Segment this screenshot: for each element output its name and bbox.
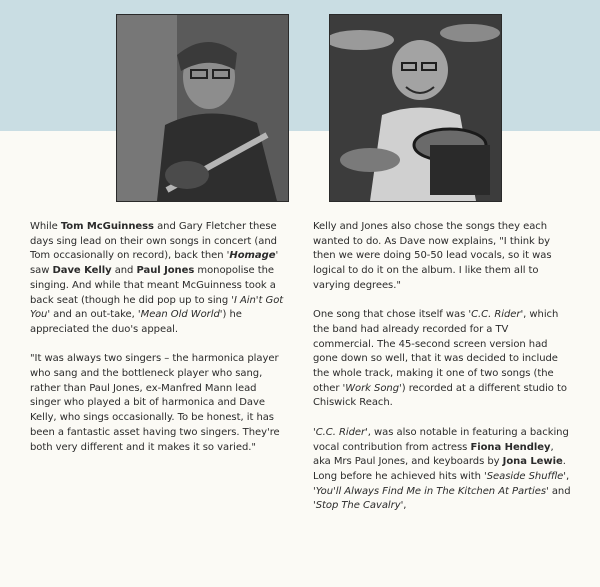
song-stop-the-cavalry: Stop The Cavalry: [315, 500, 401, 512]
drummer-photo: [329, 14, 502, 202]
song-cc-rider: C.C. Rider: [471, 309, 521, 321]
name-paul-jones: Paul Jones: [136, 265, 195, 277]
header-band: [0, 0, 600, 131]
title-homage: Homage: [229, 250, 276, 262]
song-kitchen-at-parties: You'll Always Find Me in The Kitchen At Parties: [315, 485, 546, 497]
right-paragraph-1: Kelly and Jones also chose the songs they each wanted to do. As Dave now explains, "I think by then we were doing 50-50 lead vocals, so it was logical to do it on the album. I like them all to varying degrees.": [313, 221, 552, 291]
song-mean-old-world: Mean Old World: [140, 309, 220, 321]
tom-mcguinness-photo: [116, 14, 289, 202]
right-paragraph-2: One song that chose itself was 'C.C. Rider', which the band had already recorded for a TV commercial. The 45-second screen version had gone down so well, that it was decided to include the whole track, making it one of two songs (the other 'Work Song') recorded at a different studio to Chiswick Reach.: [313, 309, 567, 409]
song-i-aint-got-you: I Ain't Got You: [30, 294, 284, 321]
song-work-song: Work Song: [345, 382, 400, 394]
name-fiona-hendley: Fiona Hendley: [470, 441, 551, 453]
song-cc-rider-2: C.C. Rider: [315, 426, 366, 438]
right-text-column: [313, 220, 571, 529]
left-paragraph-2: "It was always two singers – the harmonica player who sang and the bottleneck player who sang, rather than Paul Jones, ex-Manfred Mann lead singer who played a bit of harmonica and Dave Kelly, who sings occasionally. To be honest, it has been a fantastic asset having two singers. They're both very different and it makes it so varied.": [30, 353, 280, 453]
name-jona-lewie: Jona Lewie: [502, 456, 563, 468]
right-paragraph-3: 'C.C. Rider', was also notable in featuring a backing vocal contribution from actress Fiona Hendley, aka Mrs Paul Jones, and keyboards by Jona Lewie. Long before he achieved hits with 'Seaside Shuffle', 'You'll Always Find Me in The Kitchen At Parties' and 'Stop The Cavalry',: [313, 426, 571, 512]
left-paragraph-1: While Tom McGuinness and Gary Fletcher these days sing lead on their own songs in concert (and Tom occasionally on record), back then 'Homage' saw Dave Kelly and Paul Jones monopolise the singing. And while that meant McGuinness took a back seat (though he did pop up to sing 'I Ain't Got You' and an out-take, 'Mean Old World') he appreciated the duo's appeal.: [30, 221, 284, 335]
name-tom-mcguinness: Tom McGuinness: [60, 221, 154, 232]
song-seaside-shuffle: Seaside Shuffle: [486, 470, 564, 482]
left-text-column: [30, 220, 286, 470]
name-dave-kelly: Dave Kelly: [52, 265, 112, 277]
